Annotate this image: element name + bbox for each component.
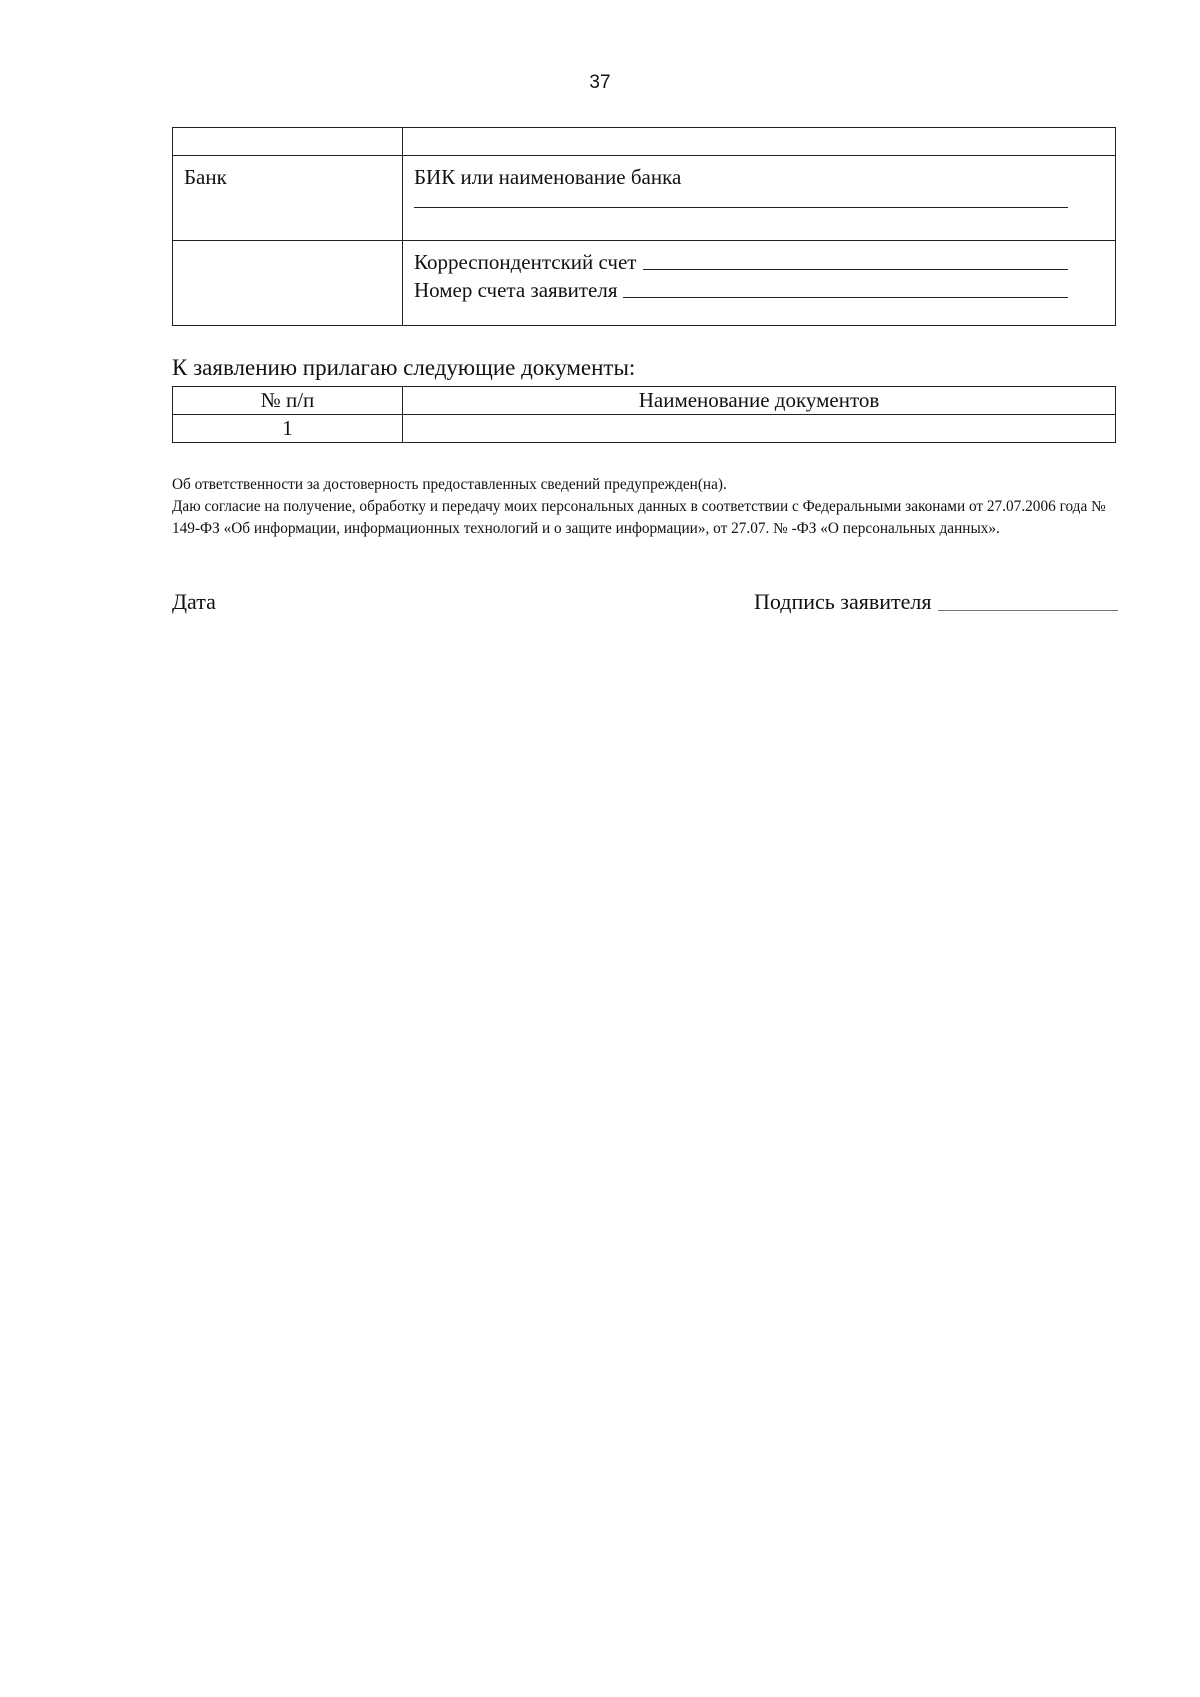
personal-data-consent: Даю согласие на получение, обработку и передачу моих персональных данных в соответствии с Федеральными законами от 27.07.2006 года № 149-ФЗ «Об информации, информационных технологий и о защите информации», от 27.07. № -ФЗ «О персональных данных». — [172, 498, 1106, 537]
consent-text — [172, 474, 1122, 540]
table-cell — [173, 128, 403, 156]
bank-details-table — [172, 127, 1116, 326]
attachments-title: К заявлению прилагаю следующие документы: — [172, 355, 636, 380]
table-row — [173, 415, 1116, 443]
table-row — [173, 128, 1116, 156]
bank-label: Банк — [184, 165, 227, 189]
attachments-table — [172, 386, 1116, 443]
signature-block — [754, 589, 1118, 615]
column-header-number: № п/п — [173, 387, 403, 415]
bik-label: БИК или наименование банка — [414, 165, 682, 189]
table-header-row — [173, 387, 1116, 415]
page-number: 37 — [589, 72, 611, 93]
bik-cell — [403, 156, 1116, 241]
responsibility-statement: Об ответственности за достоверность предоставленных сведений предупрежден(на). — [172, 476, 727, 493]
table-row — [173, 156, 1116, 241]
bank-label-cell — [173, 156, 403, 241]
document-name-field[interactable] — [403, 415, 1116, 443]
corr-account-field[interactable] — [643, 269, 1069, 270]
accounts-cell — [403, 241, 1116, 326]
bik-field[interactable] — [414, 207, 1068, 208]
applicant-account-field[interactable] — [623, 297, 1068, 298]
signature-label: Подпись заявителя — [754, 589, 932, 614]
table-row — [173, 241, 1116, 326]
table-cell — [403, 128, 1116, 156]
applicant-account-label: Номер счета заявителя — [414, 278, 618, 302]
row-number-cell: 1 — [173, 415, 403, 443]
corr-account-label: Корреспондентский счет — [414, 250, 637, 274]
column-header-name: Наименование документов — [403, 387, 1116, 415]
signature-field[interactable] — [938, 610, 1118, 611]
date-label: Дата — [172, 589, 216, 614]
table-cell — [173, 241, 403, 326]
